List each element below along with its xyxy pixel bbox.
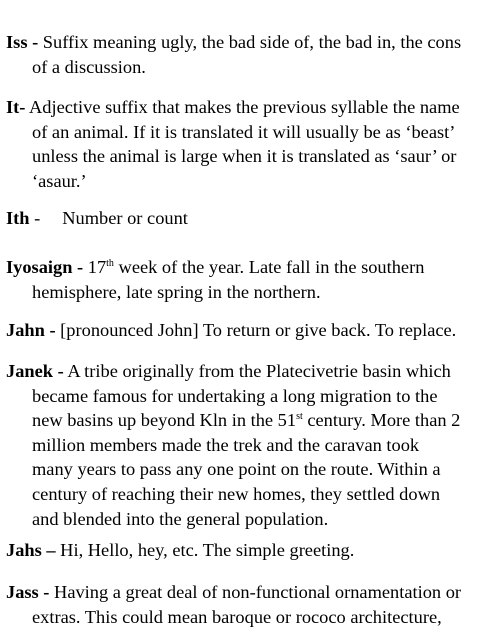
entry-definition: Having a great deal of non-functional ornamentation or bbox=[49, 582, 462, 602]
entry-line: million members made the trek and the caravan took bbox=[32, 434, 420, 455]
entry-line: extras. This could mean baroque or rococo architecture, bbox=[32, 606, 442, 627]
entry-definition: week of the year. Late fall in the southern bbox=[113, 257, 425, 277]
entry-definition: new basins up beyond Kln in the 51 bbox=[32, 410, 297, 431]
entry-term: Ith bbox=[6, 208, 30, 228]
entry-term: Janek - bbox=[6, 361, 64, 381]
entry-line bbox=[6, 255, 491, 280]
entry-term: Jass - bbox=[6, 582, 50, 602]
glossary-entry-jahs bbox=[6, 538, 491, 563]
entry-line: unless the animal is large when it is translated as ‘saur’ or bbox=[32, 146, 457, 167]
entry-definition: Adjective suffix that makes the previous syllable the name bbox=[25, 97, 460, 117]
entry-definition: Suffix meaning ugly, the bad side of, the bad in, the cons bbox=[38, 32, 462, 52]
entry-definition: Hi, Hello, hey, etc. The simple greeting. bbox=[55, 540, 355, 560]
ordinal-suffix: st bbox=[296, 411, 303, 423]
entry-line: hemisphere, late spring in the northern. bbox=[32, 281, 321, 302]
entry-line bbox=[6, 318, 491, 343]
entry-line: became famous for undertaking a long migration to the bbox=[32, 385, 438, 406]
glossary-entry-janek bbox=[6, 359, 491, 531]
entry-line bbox=[6, 359, 491, 384]
entry-definition: Number or count bbox=[62, 208, 188, 228]
glossary-entry-iss bbox=[6, 30, 491, 79]
entry-line: many years to pass any one point on the route. Within a bbox=[32, 459, 441, 480]
entry-line bbox=[6, 206, 491, 231]
glossary-entry-it bbox=[6, 95, 491, 193]
entry-term: Jahs – bbox=[6, 540, 56, 560]
entry-line: ‘asaur.’ bbox=[32, 170, 87, 191]
entry-definition: A tribe originally from the Platecivetrie basin which bbox=[63, 361, 451, 381]
glossary-entry-ith bbox=[6, 206, 491, 231]
ordinal-suffix: th bbox=[106, 258, 114, 269]
entry-line bbox=[6, 580, 491, 605]
glossary-entry-jahn bbox=[6, 318, 491, 343]
entry-term: Jahn - bbox=[6, 320, 56, 340]
entry-term: It- bbox=[6, 97, 26, 117]
glossary-entry-jass bbox=[6, 580, 491, 629]
entry-line: of an animal. If it is translated it will usually be as ‘beast’ bbox=[32, 121, 456, 142]
entry-line bbox=[6, 30, 491, 55]
entry-definition: [pronounced John] To return or give back. To replace. bbox=[55, 320, 457, 340]
entry-definition: 17 bbox=[83, 257, 107, 277]
glossary-entry-iyosaign bbox=[6, 255, 491, 304]
entry-line: of a discussion. bbox=[32, 56, 146, 77]
entry-term: Iyosaign - bbox=[6, 257, 84, 277]
entry-term: Iss - bbox=[6, 32, 39, 52]
entry-definition: century. More than 2 bbox=[302, 410, 461, 431]
entry-line: and blended into the general population. bbox=[32, 508, 329, 529]
entry-separator: - bbox=[29, 208, 41, 228]
entry-line bbox=[6, 408, 491, 433]
entry-line bbox=[6, 538, 491, 563]
entry-line: century of reaching their new homes, they settled down bbox=[32, 483, 441, 504]
entry-line bbox=[6, 95, 491, 120]
